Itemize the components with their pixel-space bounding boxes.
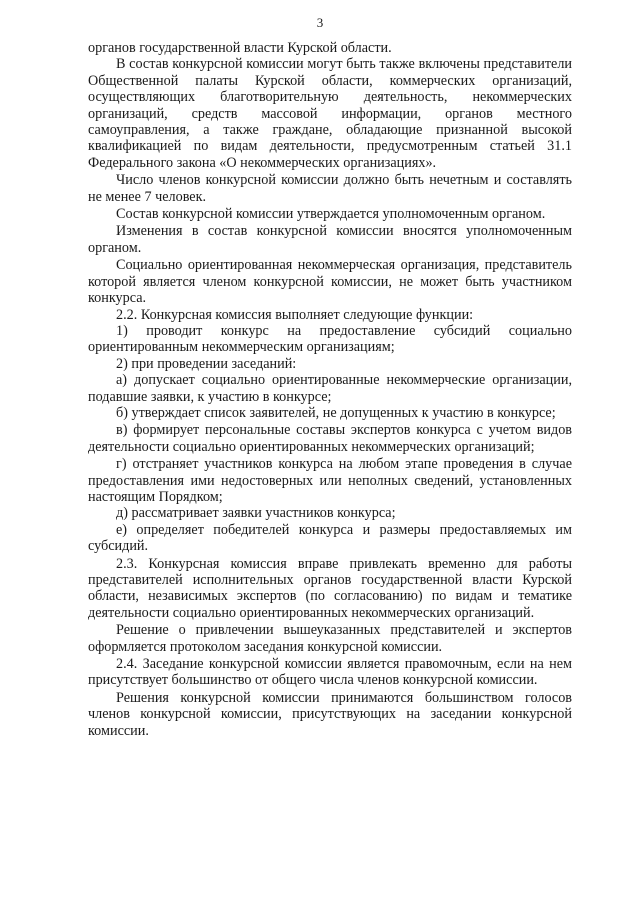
paragraph-participant-restriction: Социально ориентированная некоммерческая организация, представитель которой является членом конкурсной комиссии, не может быть участником конкурса. — [88, 257, 572, 307]
paragraph-function-2b: б) утверждает список заявителей, не допущенных к участию в конкурсе; — [116, 404, 556, 421]
paragraph-continuation: органов государственной власти Курской области. — [88, 40, 392, 56]
paragraph-decision-on-involvement: Решение о привлечении вышеуказанных представителей и экспертов оформляется протоколом заседания конкурсной комиссии. — [88, 622, 572, 655]
paragraph-composition-changes: Изменения в состав конкурсной комиссии вносятся уполномоченным органом. — [88, 223, 572, 256]
paragraph-commission-members: В состав конкурсной комиссии могут быть также включены представители Общественной палаты Курской области, коммерческих организаций, осуществляющих благотворительную деятельность, некоммерческих организаций, средств массовой информации, органов местного самоуправления, а также граждане, обладающие признанной высокой квалификацией по видам деятельности, предусмотренным статьей 31.1 Федерального закона «О некоммерческих организациях». — [88, 56, 572, 171]
paragraph-function-2d: д) рассматривает заявки участников конкурса; — [116, 505, 396, 522]
paragraph-section-2-2: 2.2. Конкурсная комиссия выполняет следующие функции: — [116, 306, 474, 323]
paragraph-function-2e: е) определяет победителей конкурса и размеры предоставляемых им субсидий. — [88, 521, 572, 555]
paragraph-function-2: 2) при проведении заседаний: — [116, 355, 297, 372]
page-number: 3 — [316, 15, 324, 30]
paragraph-function-2g: г) отстраняет участников конкурса на любом этапе проведения в случае предоставления ими недостоверных или неполных сведений, установленных настоящим Порядком; — [88, 456, 572, 505]
paragraph-function-2a: а) допускает социально ориентированные некоммерческие организации, подавшие заявки, к участию в конкурсе; — [88, 372, 572, 405]
document-body — [88, 40, 572, 739]
paragraph-section-2-4: 2.4. Заседание конкурсной комиссии является правомочным, если на нем присутствует большинство от общего числа членов конкурсной комиссии. — [88, 656, 572, 689]
paragraph-function-2v: в) формирует персональные составы экспертов конкурса с учетом видов деятельности социально ориентированных некоммерческих организаций; — [88, 422, 572, 455]
paragraph-composition-approval: Состав конкурсной комиссии утверждается уполномоченным органом. — [116, 206, 546, 223]
paragraph-member-count: Число членов конкурсной комиссии должно быть нечетным и составлять не менее 7 человек. — [88, 172, 572, 205]
paragraph-decisions-majority: Решения конкурсной комиссии принимаются большинством голосов членов конкурсной комиссии, присутствующих на заседании конкурсной комиссии. — [88, 689, 572, 739]
paragraph-section-2-3: 2.3. Конкурсная комиссия вправе привлекать временно для работы представителей исполнительных органов государственной власти Курской области, независимых экспертов (по согласованию) по видам и тематике деятельности социально ориентированных некоммерческих организаций. — [88, 555, 572, 621]
paragraph-function-1: 1) проводит конкурс на предоставление субсидий социально ориентированным некоммерческим организациям; — [88, 322, 572, 356]
